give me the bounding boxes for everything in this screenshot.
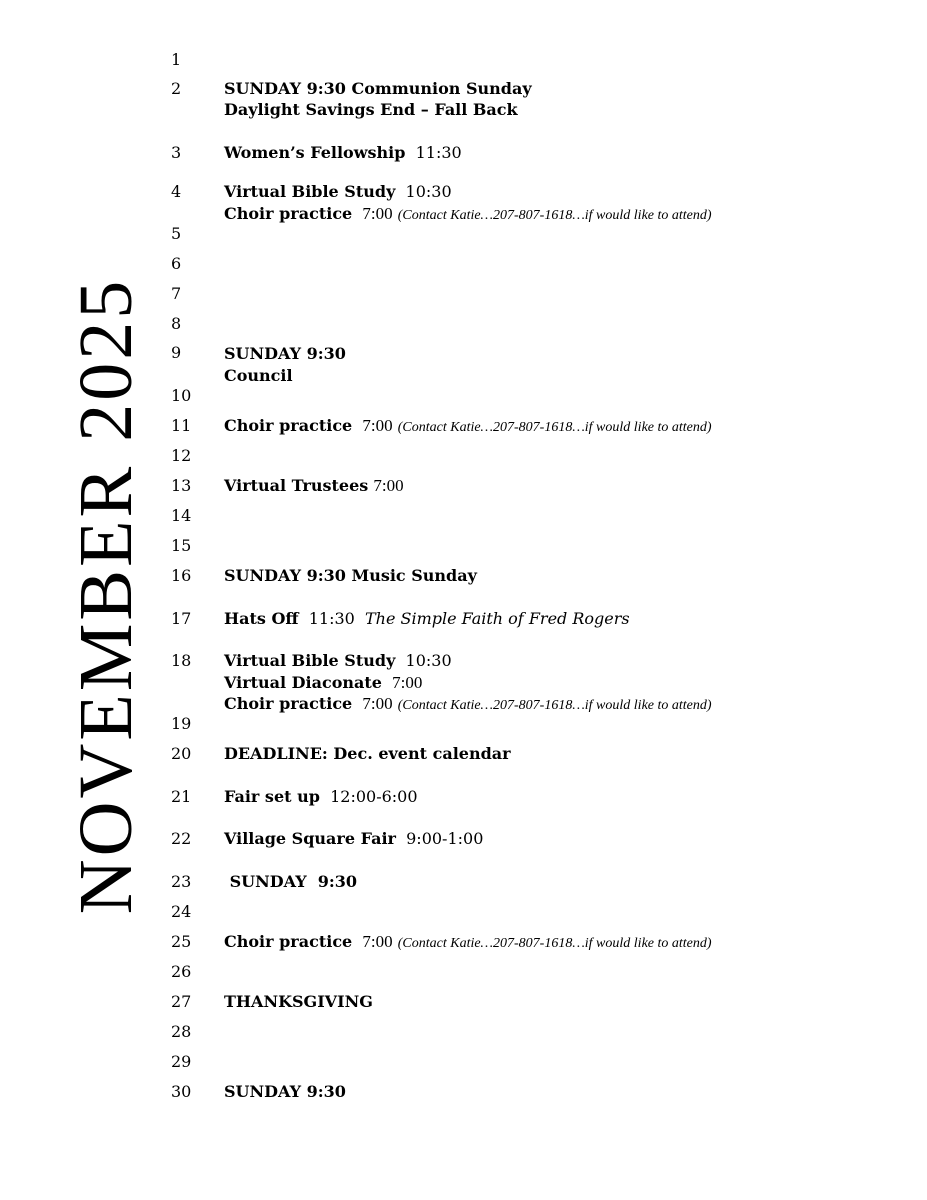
day-number: 6 xyxy=(171,254,182,273)
event-name: Hats Off xyxy=(224,609,299,628)
day-number: 29 xyxy=(171,1052,192,1071)
day-number: 5 xyxy=(171,224,182,243)
event-time: 11:30 xyxy=(308,609,355,628)
event-choir-practice xyxy=(224,203,712,226)
event-name: Village Square Fair xyxy=(224,829,396,848)
event-sunday-music: SUNDAY 9:30 Music Sunday xyxy=(224,566,477,585)
day-number: 30 xyxy=(171,1082,192,1101)
day-number: 26 xyxy=(171,962,192,981)
event-name: Fair set up xyxy=(224,787,320,806)
event-choir-practice xyxy=(224,415,712,438)
event-time: 12:00-6:00 xyxy=(330,787,418,806)
day-number: 27 xyxy=(171,992,192,1011)
event-time: 7:00 xyxy=(362,204,393,223)
event-note: (Contact Katie…207-807-1618…if would like to attend) xyxy=(397,936,712,951)
event-name: Virtual Trustees xyxy=(224,476,369,495)
event-note: (Contact Katie…207-807-1618…if would like to attend) xyxy=(397,698,712,713)
day-number: 10 xyxy=(171,386,192,405)
event-time: 10:30 xyxy=(405,182,452,201)
event-title: The Simple Faith of Fred Rogers xyxy=(364,609,630,628)
day-number: 13 xyxy=(171,476,192,495)
day-number: 12 xyxy=(171,446,192,465)
day-number: 11 xyxy=(171,416,192,435)
day-number: 18 xyxy=(171,651,192,670)
event-name: Choir practice xyxy=(224,416,353,435)
event-daylight-savings: Daylight Savings End – Fall Back xyxy=(224,100,518,119)
day-number: 24 xyxy=(171,902,192,921)
event-virtual-bible-study xyxy=(224,650,452,671)
day-number: 25 xyxy=(171,932,192,951)
event-note: (Contact Katie…207-807-1618…if would like to attend) xyxy=(397,208,712,223)
day-number: 19 xyxy=(171,714,192,733)
day-number: 20 xyxy=(171,744,192,763)
day-number: 28 xyxy=(171,1022,192,1041)
event-choir-practice xyxy=(224,693,712,716)
event-sunday-service: SUNDAY 9:30 xyxy=(224,1082,346,1101)
event-virtual-trustees xyxy=(224,475,404,496)
day-number: 14 xyxy=(171,506,192,525)
event-note: (Contact Katie…207-807-1618…if would like to attend) xyxy=(397,420,712,435)
day-number: 21 xyxy=(171,787,192,806)
event-choir-practice xyxy=(224,931,712,954)
event-sunday-communion: SUNDAY 9:30 Communion Sunday xyxy=(224,79,532,98)
event-womens-fellowship xyxy=(224,142,462,163)
day-number: 15 xyxy=(171,536,192,555)
day-number: 7 xyxy=(171,284,182,303)
day-number: 2 xyxy=(171,79,182,98)
event-name: Virtual Bible Study xyxy=(224,182,396,201)
event-village-square-fair xyxy=(224,828,483,849)
event-time: 7:00 xyxy=(373,476,404,495)
event-virtual-diaconate xyxy=(224,672,422,693)
event-time: 9:00-1:00 xyxy=(406,829,484,848)
event-name: Women’s Fellowship xyxy=(224,143,406,162)
event-name: Virtual Bible Study xyxy=(224,651,396,670)
event-time: 7:00 xyxy=(362,694,393,713)
day-number: 8 xyxy=(171,314,182,333)
event-virtual-bible-study xyxy=(224,181,452,202)
event-sunday-service: SUNDAY 9:30 xyxy=(224,872,358,891)
event-name: Virtual Diaconate xyxy=(224,673,382,692)
event-council: Council xyxy=(224,366,293,385)
event-name: Choir practice xyxy=(224,694,353,713)
day-number: 1 xyxy=(171,50,182,69)
day-number: 4 xyxy=(171,182,182,201)
day-number: 22 xyxy=(171,829,192,848)
event-time: 7:00 xyxy=(362,932,393,951)
day-number: 9 xyxy=(171,343,182,362)
day-number: 23 xyxy=(171,872,192,891)
page-title: NOVEMBER 2025 xyxy=(64,277,148,915)
event-hats-off xyxy=(224,608,630,629)
event-thanksgiving: THANKSGIVING xyxy=(224,992,373,1011)
event-name: Choir practice xyxy=(224,932,353,951)
day-number: 3 xyxy=(171,143,182,162)
event-time: 7:00 xyxy=(392,673,423,692)
event-name: Choir practice xyxy=(224,204,353,223)
event-time: 10:30 xyxy=(405,651,452,670)
event-sunday-service: SUNDAY 9:30 xyxy=(224,344,346,363)
day-number: 16 xyxy=(171,566,192,585)
event-deadline: DEADLINE: Dec. event calendar xyxy=(224,744,511,763)
event-time: 7:00 xyxy=(362,416,393,435)
event-fair-setup xyxy=(224,786,418,807)
event-time: 11:30 xyxy=(415,143,462,162)
day-number: 17 xyxy=(171,609,192,628)
